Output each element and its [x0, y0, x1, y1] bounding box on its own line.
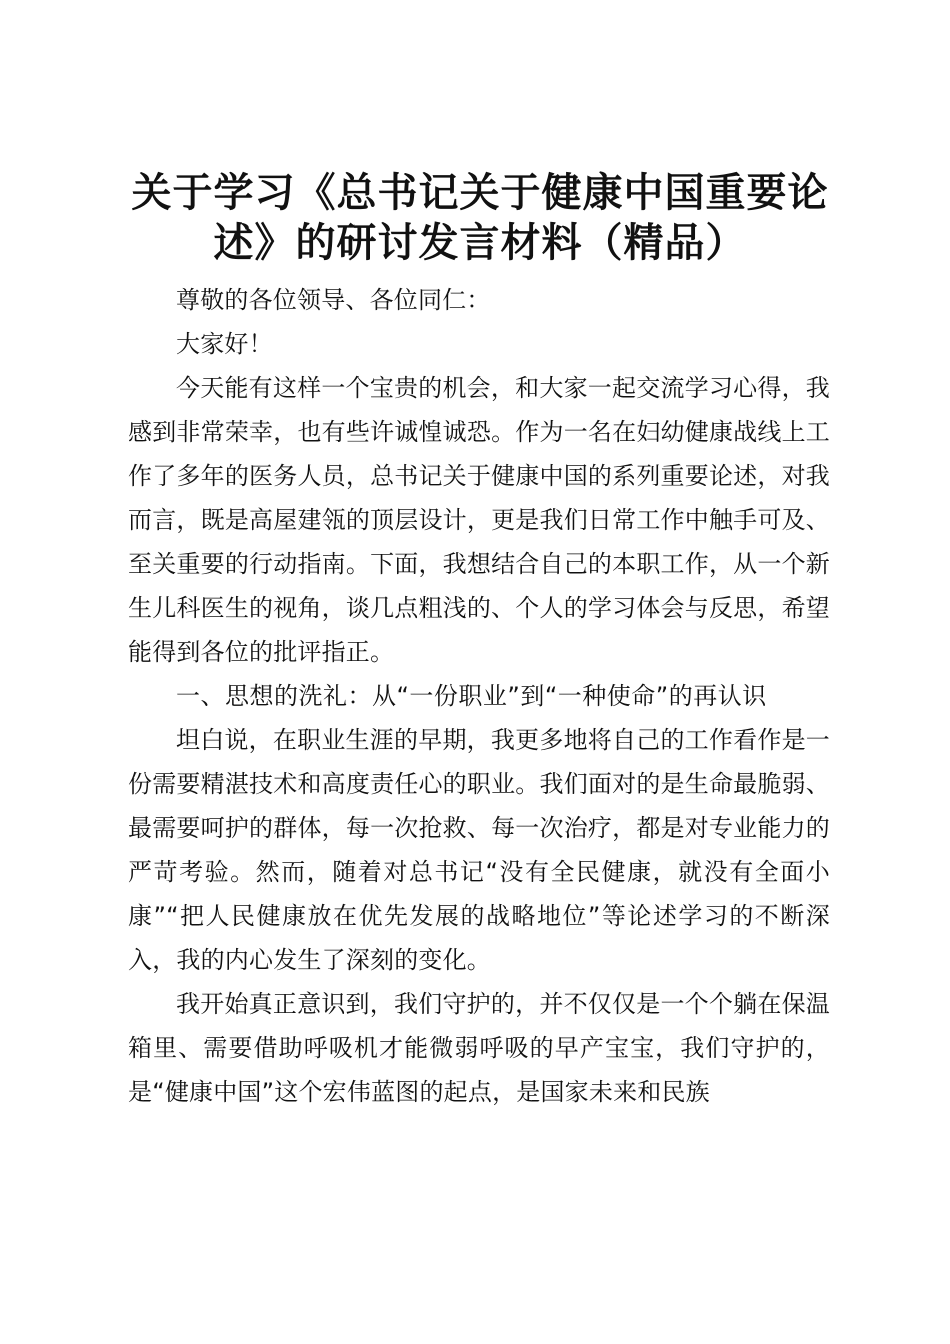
title-line-2: 述》的研讨发言材料（精品）: [213, 219, 747, 266]
paragraph-reflection: 坦白说，在职业生涯的早期，我更多地将自己的工作看作是一份需要精湛技术和高度责任心的职业。我们面对的是生命最脆弱、最需要呵护的群体，每一次抢救、每一次治疗，都是对专业能力的严苛考验。然而，随着对总书记“没有全民健康，就没有全面小康”“把人民健康放在优先发展的战略地位”等论述学习的不断深入，我的内心发生了深刻的变化。: [128, 726, 830, 974]
greeting: 大家好！: [176, 330, 273, 358]
salutation: 尊敬的各位领导、各位同仁：: [176, 286, 491, 314]
document-body: [128, 278, 830, 1114]
document-title: [120, 168, 840, 268]
paragraph-intro: 今天能有这样一个宝贵的机会，和大家一起交流学习心得，我感到非常荣幸，也有些许诚惶诚恐。作为一名在妇幼健康战线上工作了多年的医务人员，总书记关于健康中国的系列重要论述，对我而言，既是高屋建瓴的顶层设计，更是我们日常工作中触手可及、至关重要的行动指南。下面，我想结合自己的本职工作，从一个新生儿科医生的视角，谈几点粗浅的、个人的学习体会与反思，希望能得到各位的批评指正。: [128, 374, 830, 666]
section-heading-1: 一、思想的洗礼：从“一份职业”到“一种使命”的再认识: [176, 682, 767, 710]
title-line-1: 关于学习《总书记关于健康中国重要论: [131, 169, 829, 216]
paragraph-realization: 我开始真正意识到，我们守护的，并不仅仅是一个个躺在保温箱里、需要借助呼吸机才能微弱呼吸的早产宝宝，我们守护的，是“健康中国”这个宏伟蓝图的起点，是国家未来和民族: [128, 990, 830, 1106]
